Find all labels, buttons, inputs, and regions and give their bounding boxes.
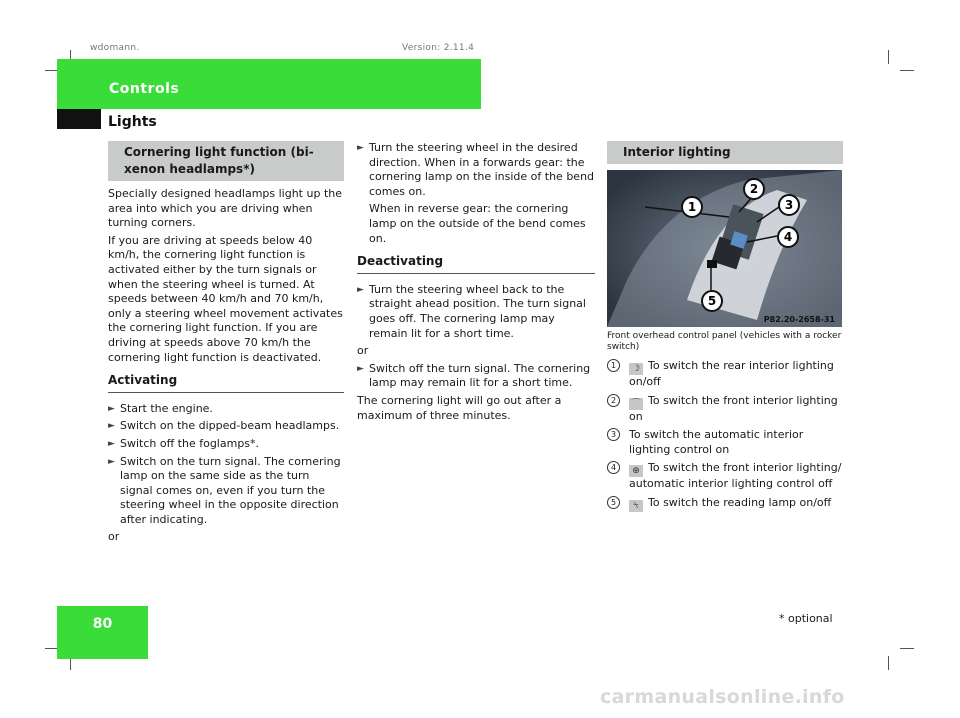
section-header-bar <box>57 59 481 109</box>
watermark: carmanualsonline.info <box>600 686 845 708</box>
column-left <box>108 141 344 548</box>
photo-label: 4 <box>783 230 793 244</box>
photo-caption: Front overhead control panel (vehicles with a rocker switch) <box>607 331 842 352</box>
step-item: ► Turn the steering wheel back to the straight ahead position. The turn signal goes off. The cornering lamp may remain lit for a short time. <box>357 282 586 340</box>
note-text: When in reverse gear: the cornering lamp on the outside of the bend comes on. <box>369 202 586 245</box>
overhead-control-panel-photo <box>607 170 842 327</box>
crop-mark <box>888 50 889 64</box>
arrow-icon: ► <box>357 284 364 295</box>
photo-code: P82.20-2658-31 <box>763 315 835 324</box>
legend-item: 4 ⊕ To switch the front interior lighting/ automatic interior lighting control off <box>607 461 843 492</box>
print-meta-right: Version: 2.11.4 <box>402 43 475 50</box>
or-text: or <box>357 344 369 358</box>
item-number: 1 <box>607 359 620 372</box>
crop-mark <box>900 648 914 649</box>
crop-mark <box>900 70 914 71</box>
photo-label: 5 <box>707 294 717 308</box>
step-item: ► Switch off the turn signal. The cornering lamp may remain lit for a short time. <box>357 361 591 390</box>
step-item: ► Turn the steering wheel in the desired direction. When in a forwards gear: the cornering lamp on the inside of the bend comes on. <box>357 141 595 198</box>
interior-lighting-heading: Interior lighting <box>607 141 843 164</box>
column-middle <box>357 141 595 426</box>
step-item: ► Switch on the turn signal. The cornering lamp on the same side as the turn signal comes on, even if you turn the steering wheel in the opposite direction after indicating. <box>108 454 341 526</box>
front-interior-light-icon: ⌒ <box>629 398 643 410</box>
deactivating-subheading: Deactivating <box>357 254 595 274</box>
cornering-light-heading: Cornering light function (bi-xenon headlamps*) <box>108 141 344 181</box>
item-number: 2 <box>607 394 620 407</box>
or-text: or <box>108 530 120 544</box>
closing-text: The cornering light will go out after a maximum of three minutes. <box>357 393 562 422</box>
photo-label: 1 <box>687 200 697 214</box>
interior-light-off-icon: ⊕ <box>629 465 643 477</box>
step-item: ► Switch on the dipped-beam headlamps. <box>108 419 340 433</box>
overhead-panel-illustration <box>607 170 842 327</box>
reading-lamp-icon: ⍀ <box>629 500 643 512</box>
legend-item: 1 ☽ To switch the rear interior lighting on/off <box>607 359 843 390</box>
paragraph: Specially designed headlamps light up the area into which you are driving when turning corners. <box>108 187 342 230</box>
footnote: * optional <box>779 612 833 625</box>
arrow-icon: ► <box>108 421 115 432</box>
print-meta-left: wdomann, <box>90 43 140 50</box>
crop-mark <box>888 656 889 670</box>
arrow-icon: ► <box>108 438 115 449</box>
legend-item: 3 To switch the automatic interior lighting control on <box>607 428 843 457</box>
step-item: ► Start the engine. <box>108 401 213 415</box>
paragraph: If you are driving at speeds below 40 km/h, the cornering light function is activated either by the turn signals or when the steering wheel is turned. At speeds between 40 km/h and 70 km/h, only a steering wheel movement activates the cornering light function. If you are driving at speeds above 70 km/h the cornering light function is deactivated. <box>108 233 343 364</box>
arrow-icon: ► <box>108 403 115 414</box>
page-title: Lights <box>108 114 157 130</box>
rear-interior-light-icon: ☽ <box>629 363 643 375</box>
header-tab-marker <box>57 109 101 129</box>
arrow-icon: ► <box>357 363 364 374</box>
activating-subheading: Activating <box>108 373 344 393</box>
photo-label: 3 <box>784 198 794 212</box>
arrow-icon: ► <box>108 456 115 467</box>
column-right <box>607 141 843 516</box>
item-number: 4 <box>607 461 620 474</box>
legend-item: 2 ⌒ To switch the front interior lighting on <box>607 394 843 425</box>
photo-label: 2 <box>749 182 759 196</box>
arrow-icon: ► <box>357 143 364 153</box>
item-number: 3 <box>607 428 620 441</box>
legend-item: 5 ⍀ To switch the reading lamp on/off <box>607 496 843 512</box>
item-number: 5 <box>607 496 620 509</box>
step-item: ► Switch off the foglamps*. <box>108 436 260 450</box>
page-number: 80 <box>92 616 113 632</box>
page-number-box <box>57 606 148 659</box>
section-title: Controls <box>109 81 180 97</box>
